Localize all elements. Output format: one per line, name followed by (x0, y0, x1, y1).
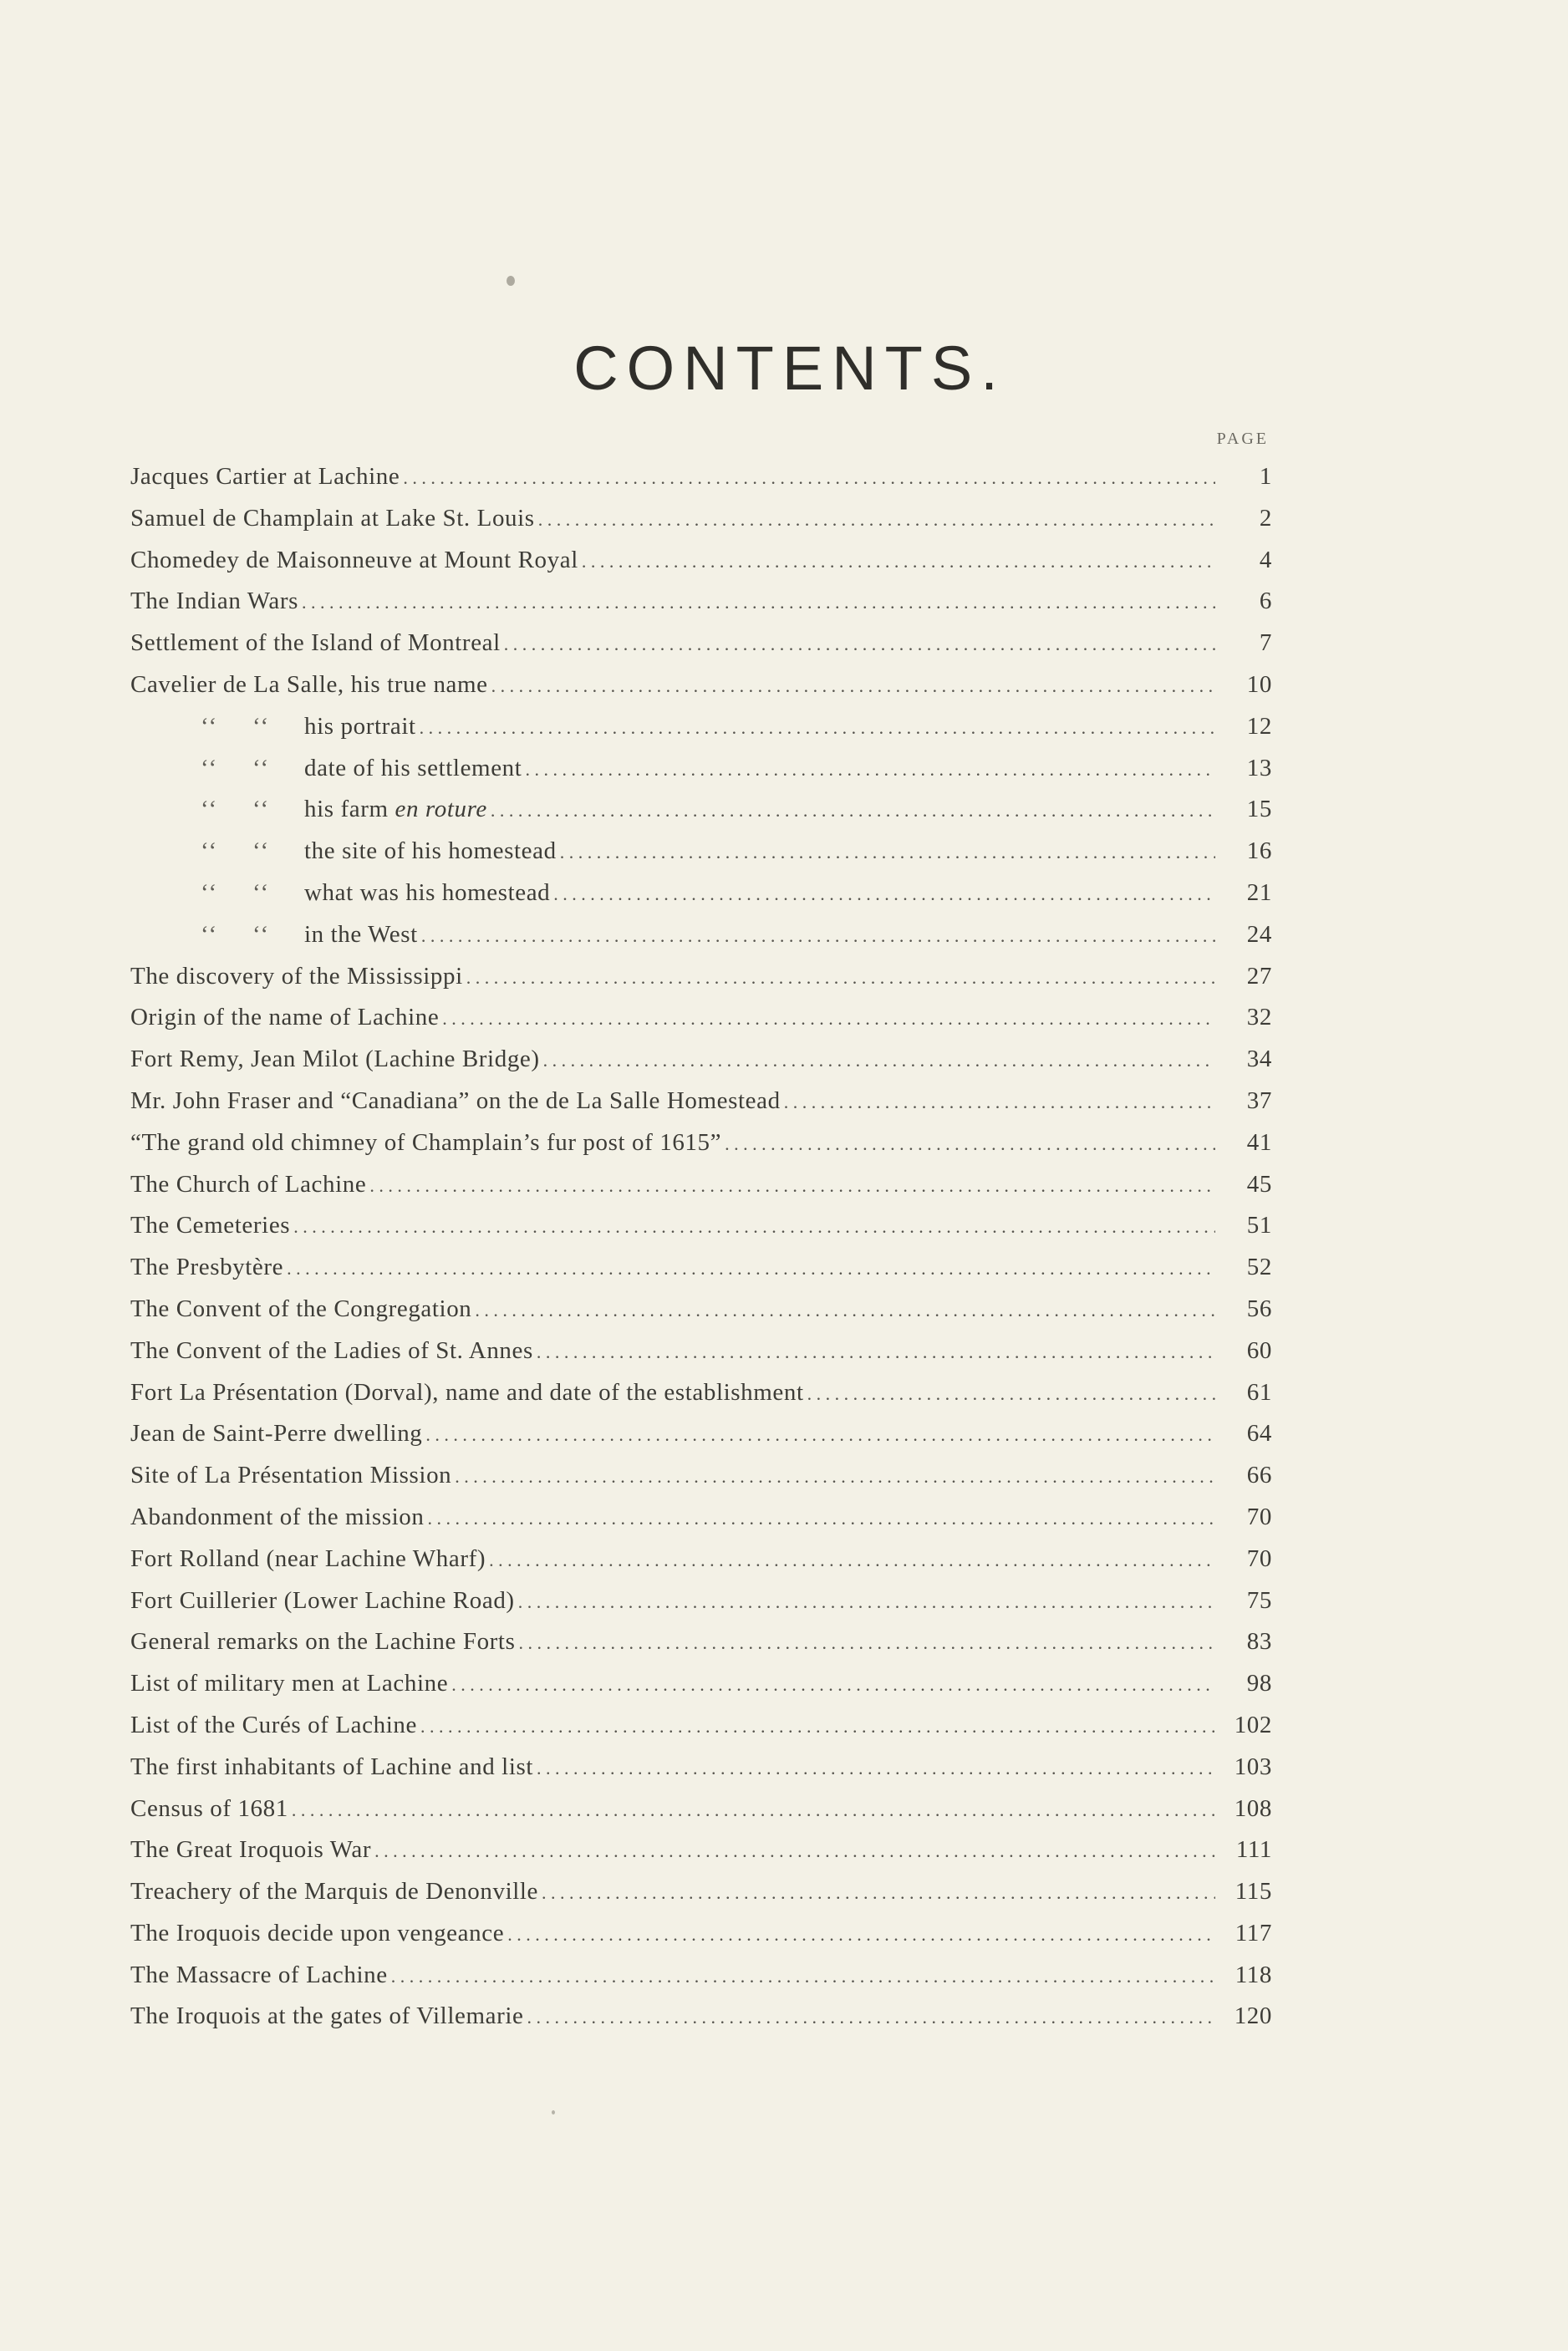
ditto-marks: ‘‘ ‘‘ (201, 796, 271, 823)
dot-leader (489, 1539, 1215, 1581)
toc-entry (130, 1705, 1272, 1747)
toc-page-number: 51 (1246, 1212, 1272, 1239)
toc-entry (130, 1413, 1272, 1455)
toc-page-number: 103 (1234, 1753, 1272, 1780)
dot-leader (421, 915, 1215, 957)
dot-leader (784, 1081, 1215, 1123)
toc-entry-title: Abandonment of the mission (130, 1503, 425, 1530)
toc-entry-title: Jean de Saint-Perre dwelling (130, 1420, 423, 1448)
ditto-marks: ‘‘ ‘‘ (201, 712, 271, 740)
toc-page-number: 61 (1246, 1378, 1272, 1406)
toc-entry (130, 706, 1272, 748)
toc-page-number: 16 (1246, 837, 1272, 865)
toc-entry (130, 1789, 1272, 1830)
toc-entry-title: The Church of Lachine (130, 1170, 367, 1198)
toc-page-number: 21 (1246, 878, 1272, 906)
dot-leader (542, 1872, 1215, 1914)
dot-leader (420, 707, 1215, 749)
toc-entry-title: List of the Curés of Lachine (130, 1711, 417, 1738)
toc-page-number: 12 (1246, 712, 1272, 740)
toc-entry-title: List of military men at Lachine (130, 1670, 449, 1697)
toc-page-number: 45 (1246, 1170, 1272, 1198)
toc-entry (130, 1247, 1272, 1289)
dot-leader (518, 1581, 1215, 1623)
dot-leader (455, 1456, 1215, 1498)
dot-leader (504, 623, 1215, 665)
toc-page-number: 60 (1246, 1336, 1272, 1364)
toc-entry (130, 956, 1272, 998)
toc-entry-title-italic: en roture (395, 796, 487, 823)
toc-entry-title: the site of his homestead (304, 837, 557, 865)
toc-entry (130, 1081, 1272, 1122)
toc-page-number: 1 (1259, 463, 1272, 490)
toc-page-number: 83 (1246, 1628, 1272, 1656)
dot-leader (292, 1789, 1215, 1831)
toc-page-number: 41 (1246, 1128, 1272, 1156)
toc-entry (130, 1747, 1272, 1789)
toc-page-number: 27 (1246, 962, 1272, 990)
toc-entry-title: The discovery of the Mississippi (130, 962, 463, 990)
toc-entry (130, 748, 1272, 790)
dot-leader (507, 1914, 1215, 1956)
toc-page-number: 70 (1246, 1503, 1272, 1530)
dot-leader (543, 1040, 1215, 1081)
toc-entry-title: “The grand old chimney of Champlain’s fur post of 1615” (130, 1128, 722, 1156)
dot-leader (475, 1290, 1215, 1331)
toc-entry (130, 1539, 1272, 1580)
toc-page-number: 56 (1246, 1295, 1272, 1322)
toc-page-number: 64 (1246, 1420, 1272, 1448)
toc-entry-title: General remarks on the Lachine Forts (130, 1628, 516, 1656)
toc-entry-title: The Great Iroquois War (130, 1836, 372, 1864)
dot-leader (427, 1498, 1215, 1539)
dot-leader (369, 1165, 1215, 1207)
toc-entry-title: The Iroquois decide upon vengeance (130, 1919, 505, 1946)
toc-entry (130, 1039, 1272, 1081)
toc-entry (130, 1289, 1272, 1331)
toc-entry (130, 914, 1272, 956)
toc-page-number: 108 (1234, 1794, 1272, 1822)
toc-entry (130, 1829, 1272, 1871)
toc-entry (130, 498, 1272, 540)
toc-page-number: 111 (1235, 1836, 1272, 1864)
toc-page-number: 118 (1235, 1961, 1272, 1988)
toc-entry-title: Census of 1681 (130, 1794, 288, 1822)
dot-leader (518, 1622, 1215, 1664)
toc-entry (130, 1955, 1272, 1997)
ink-speck (507, 276, 515, 286)
dot-leader (420, 1706, 1215, 1748)
dot-leader (391, 1956, 1215, 1997)
toc-page-number: 13 (1246, 754, 1272, 781)
toc-page-number: 120 (1234, 2002, 1272, 2030)
toc-entry-title: The Massacre of Lachine (130, 1961, 388, 1988)
toc-page-number: 75 (1246, 1586, 1272, 1614)
dot-leader (374, 1830, 1215, 1872)
dot-leader (302, 582, 1215, 623)
toc-entry-title: The Indian Wars (130, 588, 299, 615)
toc-entry (130, 1663, 1272, 1705)
table-of-contents (130, 456, 1272, 2038)
toc-entry (130, 997, 1272, 1039)
toc-entry (130, 1580, 1272, 1622)
toc-page-number: 37 (1246, 1086, 1272, 1114)
toc-page-number: 70 (1246, 1544, 1272, 1572)
dot-leader (553, 873, 1215, 915)
dot-leader (287, 1248, 1215, 1290)
toc-page-number: 7 (1259, 629, 1272, 657)
toc-entry (130, 581, 1272, 623)
dot-leader (537, 1748, 1215, 1789)
page-column-label: PAGE (1216, 430, 1269, 448)
toc-entry-title: The Convent of the Congregation (130, 1295, 472, 1322)
toc-entry-title: The first inhabitants of Lachine and list (130, 1753, 534, 1780)
toc-page-number: 52 (1246, 1254, 1272, 1281)
toc-entry-title: Chomedey de Maisonneuve at Mount Royal (130, 546, 578, 573)
toc-entry-title: Fort Rolland (near Lachine Wharf) (130, 1544, 486, 1572)
toc-entry (130, 789, 1272, 831)
toc-entry (130, 831, 1272, 873)
ditto-marks: ‘‘ ‘‘ (201, 837, 271, 865)
toc-entry (130, 664, 1272, 706)
dot-leader (442, 998, 1215, 1040)
dot-leader (466, 957, 1215, 999)
toc-entry (130, 623, 1272, 664)
dot-leader (538, 499, 1215, 541)
toc-page-number: 66 (1246, 1462, 1272, 1489)
toc-entry (130, 1331, 1272, 1372)
dot-leader (451, 1664, 1215, 1706)
toc-page-number: 32 (1246, 1004, 1272, 1031)
dot-leader (582, 541, 1215, 583)
toc-page-number: 15 (1246, 796, 1272, 823)
page-title: CONTENTS. (573, 333, 1006, 403)
toc-entry (130, 1996, 1272, 2038)
toc-page-number: 24 (1246, 920, 1272, 948)
toc-entry (130, 1871, 1272, 1913)
toc-entry-title: Settlement of the Island of Montreal (130, 629, 501, 657)
dot-leader (725, 1123, 1215, 1165)
ditto-marks: ‘‘ ‘‘ (201, 754, 271, 781)
toc-entry-title: Origin of the name of Lachine (130, 1004, 440, 1031)
toc-entry-title: date of his settlement (304, 754, 522, 781)
toc-entry-title: The Iroquois at the gates of Villemarie (130, 2002, 524, 2030)
toc-entry-title: in the West (304, 920, 418, 948)
toc-entry-title: The Presbytère (130, 1254, 284, 1281)
toc-entry (130, 456, 1272, 498)
dot-leader (525, 749, 1215, 791)
toc-entry-title: Jacques Cartier at Lachine (130, 463, 400, 490)
toc-entry-title: Fort Remy, Jean Milot (Lachine Bridge) (130, 1046, 540, 1073)
toc-entry-title: Treachery of the Marquis de Denonville (130, 1878, 539, 1906)
toc-entry (130, 1621, 1272, 1663)
toc-entry-title: Samuel de Champlain at Lake St. Louis (130, 504, 535, 532)
dot-leader (425, 1414, 1215, 1456)
toc-page-number: 10 (1246, 670, 1272, 698)
dot-leader (537, 1331, 1215, 1373)
toc-page-number: 98 (1246, 1670, 1272, 1697)
toc-entry (130, 1497, 1272, 1539)
toc-entry-title: Fort La Présentation (Dorval), name and date of the establishment (130, 1378, 804, 1406)
toc-page-number: 115 (1235, 1878, 1272, 1906)
toc-entry (130, 1164, 1272, 1206)
ink-speck (552, 2110, 555, 2114)
toc-entry-title: his portrait (304, 712, 416, 740)
toc-page-number: 34 (1246, 1046, 1272, 1073)
toc-entry-title: Mr. John Fraser and “Canadiana” on the de La Salle Homestead (130, 1086, 781, 1114)
toc-page-number: 4 (1259, 546, 1272, 573)
dot-leader (403, 457, 1215, 499)
dot-leader (807, 1373, 1215, 1415)
toc-entry (130, 1455, 1272, 1497)
toc-entry (130, 1913, 1272, 1955)
toc-entry-title: Site of La Présentation Mission (130, 1462, 452, 1489)
dot-leader (491, 665, 1215, 707)
toc-entry-title: what was his homestead (304, 878, 551, 906)
toc-page-number: 117 (1235, 1919, 1272, 1946)
toc-entry-title: his farm en roture (304, 796, 487, 823)
toc-entry-title: The Convent of the Ladies of St. Annes (130, 1336, 533, 1364)
toc-entry-title: Fort Cuillerier (Lower Lachine Road) (130, 1586, 515, 1614)
toc-page-number: 6 (1259, 588, 1272, 615)
toc-entry (130, 1372, 1272, 1414)
dot-leader (560, 832, 1215, 873)
dot-leader (527, 1997, 1215, 2038)
ditto-marks: ‘‘ ‘‘ (201, 920, 271, 948)
toc-entry (130, 873, 1272, 914)
toc-page-number: 2 (1259, 504, 1272, 532)
toc-entry (130, 540, 1272, 582)
ditto-marks: ‘‘ ‘‘ (201, 878, 271, 906)
dot-leader (293, 1206, 1215, 1248)
dot-leader (491, 790, 1215, 832)
toc-page-number: 102 (1234, 1711, 1272, 1738)
toc-entry-title: The Cemeteries (130, 1212, 291, 1239)
toc-entry-title: Cavelier de La Salle, his true name (130, 670, 488, 698)
toc-entry (130, 1205, 1272, 1247)
toc-entry (130, 1122, 1272, 1164)
